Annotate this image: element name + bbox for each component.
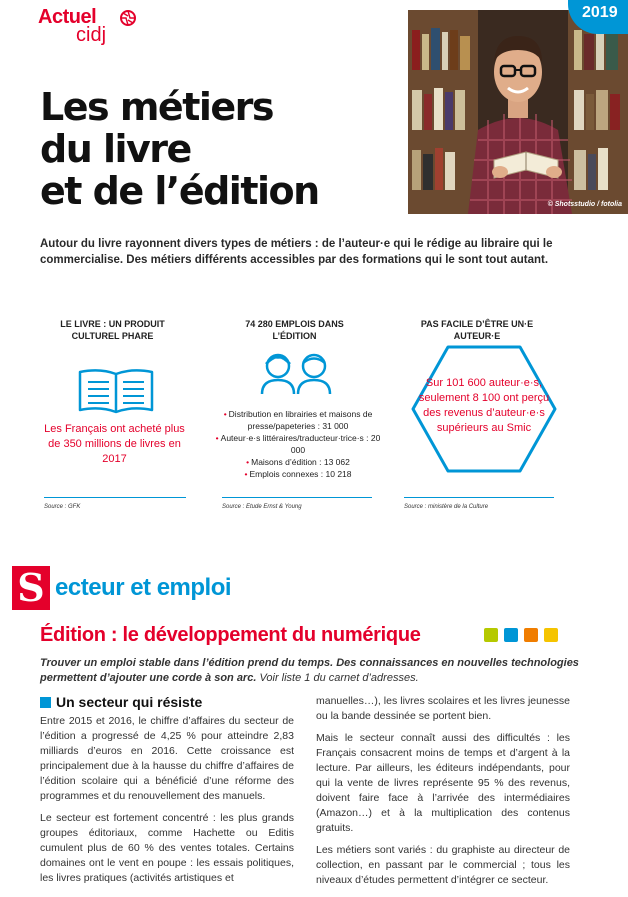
stat-item: • Emplois connexes : 10 218 — [244, 469, 352, 479]
square-icon — [544, 628, 558, 642]
lede-reference: Voir liste 1 du carnet d’adresses. — [259, 672, 419, 684]
section-title: ecteur et emploi — [55, 574, 232, 601]
right-column — [316, 694, 570, 895]
bullet-icon: • — [223, 409, 227, 419]
paragraph: manuelles…), les livres scolaires et les livres jeunesse ou la bande dessinée se portent bien. — [316, 695, 570, 722]
paragraph: Le secteur est fortement concentré : les plus grands groupes éditoriaux, comme Hachette ou Editis cumulent plus de 60 % des ventes totales. Certains domaines ont le vent en poupe : les essais politiques, les livres pratiques (activités artistiques et — [40, 812, 294, 884]
lede-text — [40, 656, 600, 686]
divider — [44, 497, 186, 498]
page-title — [40, 86, 319, 212]
brand-line2: cidj — [76, 24, 107, 46]
intro-text: Autour du livre rayonnent divers types de métiers : de l’auteur·e qui le rédige au libraire qui le commercialise. Des métiers différents accessibles par des formations qui le sont tout autant. — [40, 238, 553, 266]
paragraph: Mais le secteur connaît aussi des difficultés : les Français consacrent moins de temps et d’argent à la lecture. Par ailleurs, les éditeurs indépendants, pour qui la vente de livres représente 95 % des revenus, doivent faire face à l’arrivée des intermédiaires (Amazon…) et à la multiplication des contenus gratuits. — [316, 732, 570, 834]
employment-stats — [208, 408, 388, 480]
col3-text: Sur 101 600 auteur·e·s, seulement 8 100 ont perçu des revenus d’auteur·e·s supérieurs au Smic — [418, 377, 550, 434]
photo-credit: © Shotsstudio / fotolia — [547, 201, 622, 208]
square-icon — [484, 628, 498, 642]
col2-heading: 74 280 EMPLOIS DANS L’ÉDITION — [245, 319, 344, 341]
book-icon — [76, 366, 156, 416]
brand-logo — [38, 6, 138, 48]
year-badge: 2019 — [568, 0, 628, 34]
square-icon — [40, 697, 51, 708]
col2-source: Source : Etude Ernst & Young — [222, 504, 302, 510]
subheading — [40, 694, 202, 710]
subsection-title: Édition : le développement du numérique — [40, 624, 421, 646]
title-line-1: Les métiers — [40, 85, 274, 129]
brand-line1: Actuel — [38, 6, 97, 28]
col1-text: Les Français ont acheté plus de 350 millions de livres en 2017 — [44, 423, 185, 465]
cover-photo — [408, 10, 628, 214]
stat-item: • Maisons d’édition : 13 062 — [246, 457, 350, 467]
bullet-icon: • — [246, 457, 250, 467]
lede-main: Trouver un emploi stable dans l’édition prend du temps. Des connaissances en nouvelles technologies permettent d’ajouter une corde à son arc. — [40, 657, 579, 684]
stat-item: • Auteur·e·s littéraires/traducteur·trice·s : 20 000 — [215, 433, 381, 455]
bullet-icon: • — [215, 433, 219, 443]
stat-item: • Distribution en librairies et maisons de presse/papeteries : 31 000 — [223, 409, 373, 431]
title-line-3: et de l’édition — [40, 169, 319, 213]
square-icon — [524, 628, 538, 642]
infographic-col-2 — [222, 318, 367, 342]
square-icon — [504, 628, 518, 642]
divider — [404, 497, 554, 498]
left-column — [40, 714, 294, 893]
col1-heading: LE LIVRE : UN PRODUIT CULTUREL PHARE — [60, 319, 165, 341]
infographic-col-3 — [402, 318, 552, 342]
section-initial: S — [12, 566, 50, 610]
infographic-col-1 — [40, 318, 185, 342]
people-icon — [258, 350, 334, 396]
paragraph: Entre 2015 et 2016, le chiffre d’affaires du secteur de l’édition a progressé de 4,25 % pour atteindre 2,83 milliards d’euros en 2016. Cette croissance est principalement due à la hausse du chiffre d’affaires de l’édition scolaire qui a bénéficié d’une réforme des programmes et du renouvellement des manuels. — [40, 715, 294, 802]
col3-heading: PAS FACILE D’ÊTRE UN·E AUTEUR·E — [420, 319, 534, 341]
paragraph: Les métiers sont variés : du graphiste au directeur de collection, en passant par le commercial ; tous les niveaux d’études permettent d’intégrer ce secteur. — [316, 844, 570, 886]
title-line-2: du livre — [40, 127, 191, 171]
col3-source: Source : ministère de la Culture — [404, 504, 489, 510]
col1-source: Source : GFK — [44, 504, 81, 510]
divider — [222, 497, 372, 498]
aperture-icon — [120, 10, 136, 26]
subheading-text: Un secteur qui résiste — [56, 694, 203, 710]
bullet-icon: • — [244, 469, 248, 479]
